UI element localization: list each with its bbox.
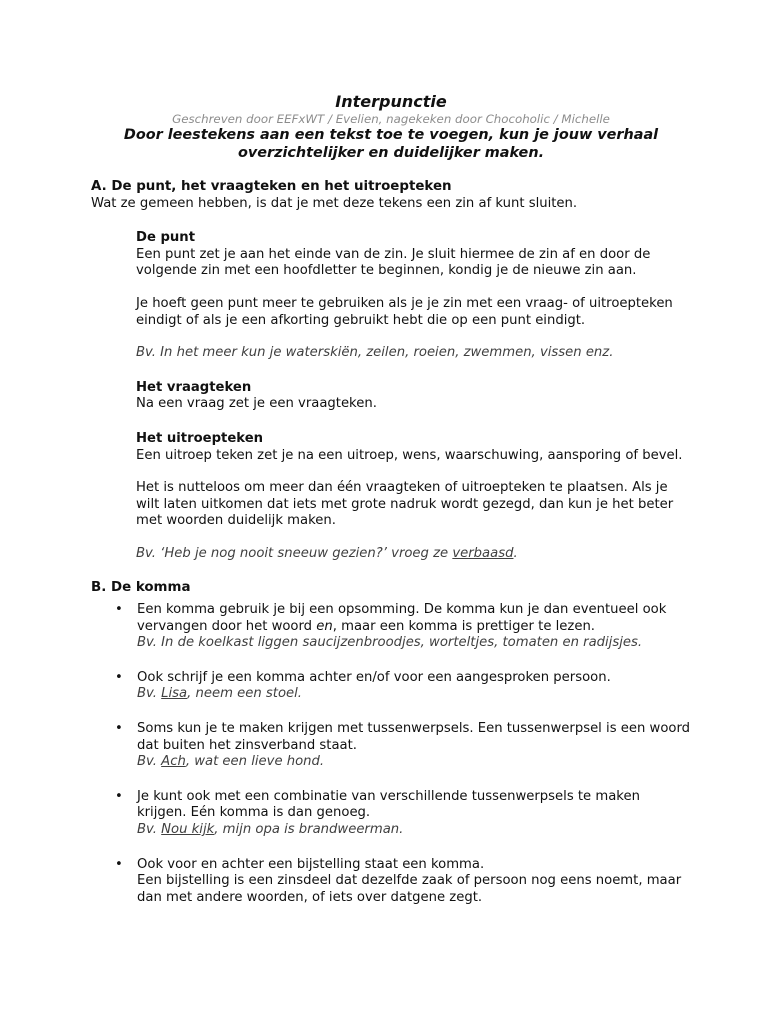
item-text: Ook voor en achter een bijstelling staat een komma. <box>137 856 485 872</box>
uitroepteken-paragraph-1: Een uitroep teken zet je na een uitroep, wens, waarschuwing, aansporing of bevel. <box>136 447 683 463</box>
example-text: Bv. <box>137 822 162 838</box>
punt-example: Bv. In het meer kun je waterskiën, zeilen, roeien, zwemmen, vissen enz. <box>136 345 614 361</box>
section-a-heading: A. De punt, het vraagteken en het uitroepteken <box>91 179 452 194</box>
example-end: . <box>513 545 518 561</box>
item-text: Je kunt ook met een combinatie van verschillende tussenwerpsels te maken krijgen. Eén komma is dan genoeg. <box>137 788 640 821</box>
bullet-icon: • <box>115 669 123 685</box>
uitroepteken-paragraph-2: Het is nutteloos om meer dan één vraagteken of uitroepteken te plaatsen. Als je wilt laten uitkomen dat iets met grote nadruk wordt gezegd, dan kun je het beter met woorden duidelijk maken. <box>136 480 674 529</box>
punt-paragraph-1: Een punt zet je aan het einde van de zin. Je sluit hiermee de zin af en door de volgende zin met een hoofdletter te beginnen, kondig je de nieuwe zin aan. <box>136 246 651 279</box>
bullet-icon: • <box>115 856 123 872</box>
example-end: , wat een lieve hond. <box>185 754 325 770</box>
list-item <box>91 602 691 652</box>
vraagteken-heading: Het vraagteken <box>136 379 252 395</box>
list-item <box>91 721 691 771</box>
example-text: Bv. <box>137 754 162 770</box>
item-example: Bv. In de koelkast liggen saucijzenbroodjes, worteltjes, tomaten en radijsjes. <box>137 635 643 651</box>
item-text: Soms kun je te maken krijgen met tussenwerpsels. Een tussenwerpsel is een woord dat buiten het zinsverband staat. <box>137 721 691 753</box>
bullet-icon: • <box>115 602 123 618</box>
bullet-icon: • <box>115 721 123 737</box>
example-underlined: Lisa <box>161 686 188 702</box>
punt-block <box>136 230 691 447</box>
example-underlined: Nou kijk <box>161 822 215 838</box>
item-example <box>137 686 691 703</box>
example-end: , neem een stoel. <box>187 686 303 702</box>
document-lead: Door leestekens aan een tekst toe te voegen, kun je jouw verhaal overzichtelijker en duidelijker maken. <box>123 127 659 161</box>
item-text-2: Een bijstelling is een zinsdeel dat dezelfde zaak of persoon nog eens noemt, maar dan met andere woorden, of iets over datgene zegt. <box>137 873 682 905</box>
bullet-icon: • <box>115 788 123 804</box>
item-example <box>137 754 691 771</box>
list-item <box>91 789 691 839</box>
list-item <box>91 670 691 703</box>
section-b-heading: B. De komma <box>91 579 191 595</box>
komma-list <box>91 602 691 906</box>
item-example <box>137 822 691 839</box>
item-text: Een komma gebruik je bij een opsomming. De komma kun je dan eventueel ook vervangen door het woord <box>137 602 667 634</box>
section-a-intro: Wat ze gemeen hebben, is dat je met deze tekens een zin af kunt sluiten. <box>91 195 578 211</box>
document-content <box>91 92 691 924</box>
uitroepteken-heading: Het uitroepteken <box>136 430 264 446</box>
document-byline: Geschreven door EEFxWT / Evelien, nagekeken door Chocoholic / Michelle <box>172 112 610 126</box>
example-underlined: verbaasd <box>452 545 514 561</box>
punt-paragraph-2: Je hoeft geen punt meer te gebruiken als je je zin met een vraag- of uitroepteken eindigt of als je een afkorting gebruikt hebt die op een punt eindigt. <box>136 295 673 328</box>
example-text: Bv. ‘Heb je nog nooit sneeuw gezien?’ vroeg ze <box>136 545 453 561</box>
item-text-end: , maar een komma is prettiger te lezen. <box>332 618 596 634</box>
punt-heading: De punt <box>136 230 196 246</box>
item-emphasis: en <box>316 618 333 634</box>
list-item <box>91 857 691 907</box>
uitroepteken-block <box>136 480 691 562</box>
example-end: , mijn opa is brandweerman. <box>214 822 404 838</box>
example-underlined: Ach <box>161 754 186 770</box>
vraagteken-paragraph: Na een vraag zet je een vraagteken. <box>136 396 377 412</box>
example-text: Bv. <box>137 686 162 702</box>
document-title: Interpunctie <box>335 92 447 111</box>
uitroepteken-example <box>136 546 691 563</box>
item-text: Ook schrijf je een komma achter en/of voor een aangesproken persoon. <box>137 669 611 685</box>
